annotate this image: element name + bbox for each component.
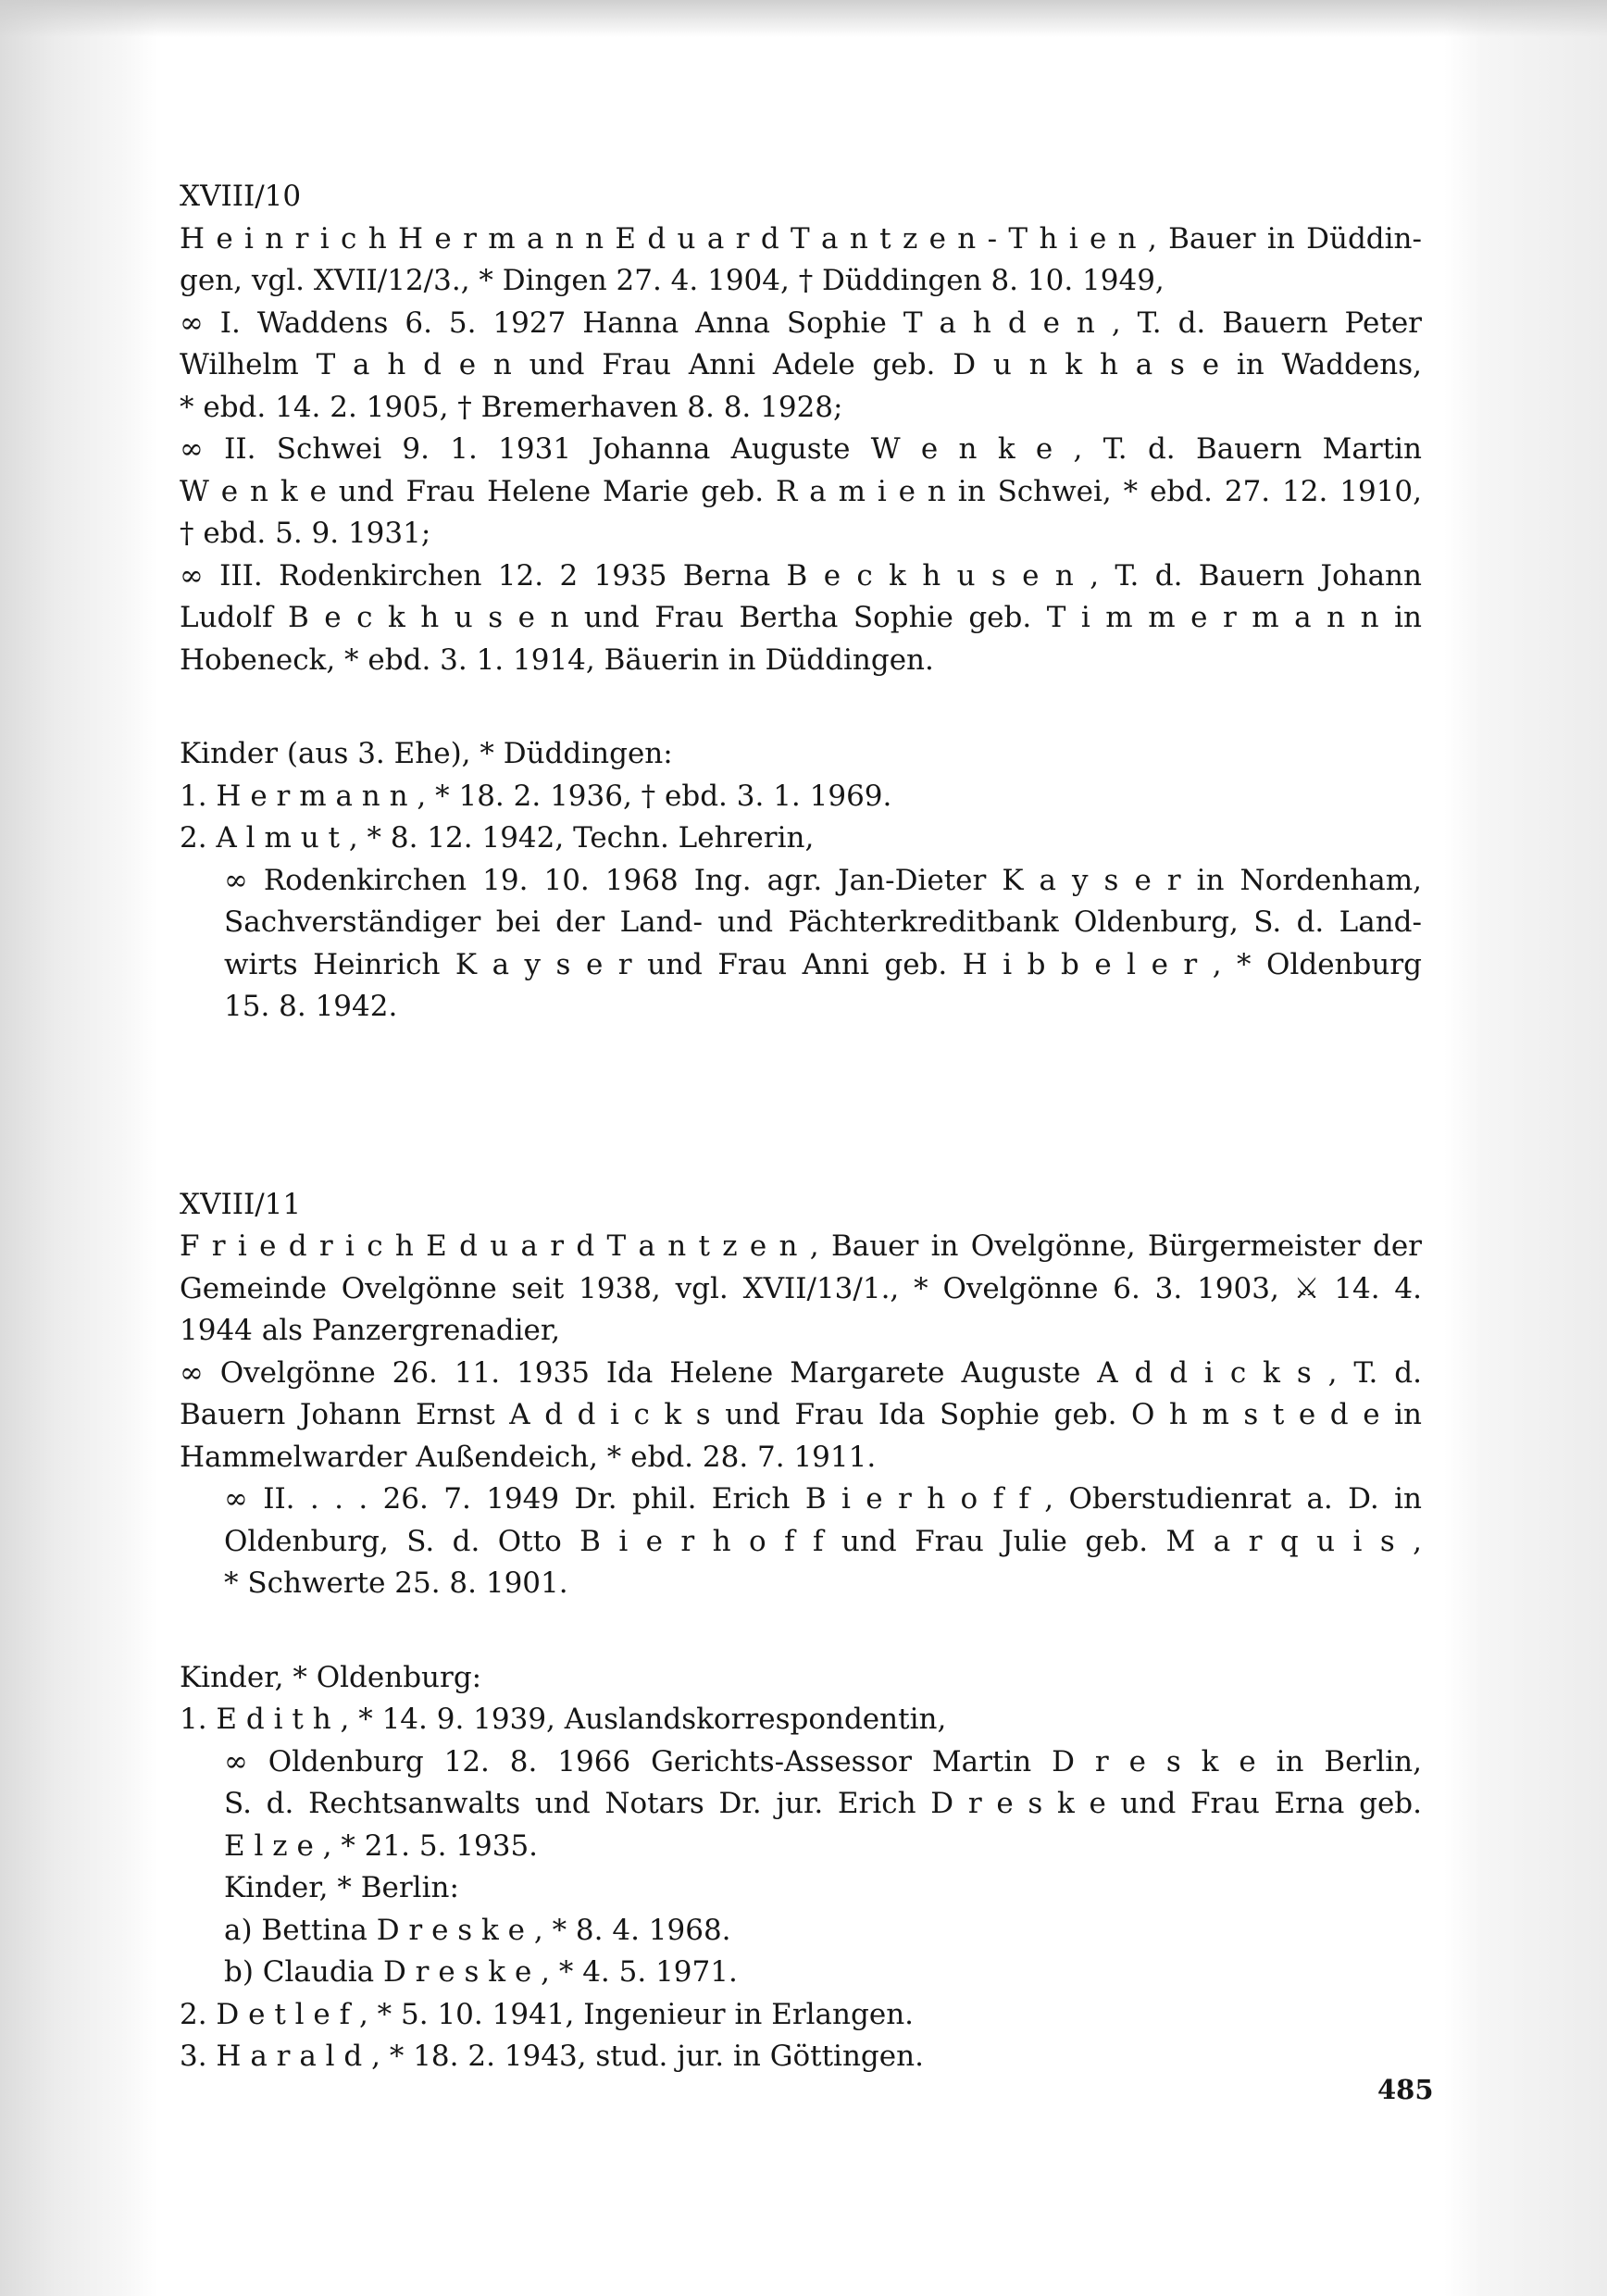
- bio-line: ∞ I. Waddens 6. 5. 1927 Hanna Anna Sophie T a h d e n , T. d. Bauern Peter: [180, 306, 1422, 340]
- bio-line: Hobeneck, * ebd. 3. 1. 1914, Bäuerin in Düddingen.: [180, 643, 934, 677]
- bio-line: † ebd. 5. 9. 1931;: [180, 517, 431, 550]
- bio-line: ∞ II. Schwei 9. 1. 1931 Johanna Auguste W e n k e , T. d. Bauern Martin: [180, 432, 1422, 466]
- page-content: [180, 176, 1422, 2078]
- child-line: 2. A l m u t , * 8. 12. 1942, Techn. Lehrerin,: [180, 821, 815, 855]
- bio-line: ∞ Ovelgönne 26. 11. 1935 Ida Helene Margarete Auguste A d d i c k s , T. d.: [180, 1355, 1422, 1390]
- entry-heading: XVIII/11: [180, 1187, 302, 1221]
- child-line: S. d. Rechtsanwalts und Notars Dr. jur. Erich D r e s k e und Frau Erna geb.: [224, 1787, 1422, 1820]
- bio-line: Oldenburg, S. d. Otto B i e r h o f f und Frau Julie geb. M a r q u i s ,: [224, 1524, 1422, 1558]
- children-heading: Kinder, * Oldenburg:: [180, 1660, 482, 1694]
- bio-line: Gemeinde Ovelgönne seit 1938, vgl. XVII/13/1., * Ovelgönne 6. 3. 1903, ⚔ 14. 4.: [180, 1271, 1422, 1305]
- child-line: 1. E d i t h , * 14. 9. 1939, Auslandskorrespondentin,: [180, 1703, 947, 1736]
- bio-line: ∞ II. . . . 26. 7. 1949 Dr. phil. Erich B i e r h o f f , Oberstudienrat a. D. in: [224, 1482, 1422, 1516]
- child-line: 2. D e t l e f , * 5. 10. 1941, Ingenieur in Erlangen.: [180, 1997, 915, 2031]
- bio-line: ∞ III. Rodenkirchen 12. 2 1935 Berna B e c k h u s e n , T. d. Bauern Johann: [180, 558, 1422, 593]
- bio-line: Hammelwarder Außendeich, * ebd. 28. 7. 1911.: [180, 1440, 877, 1474]
- bio-line: * Schwerte 25. 8. 1901.: [224, 1566, 568, 1600]
- child-line: 3. H a r a l d , * 18. 2. 1943, stud. jur. in Göttingen.: [180, 2040, 924, 2073]
- scan-shadow: [0, 0, 1607, 37]
- children-heading: Kinder (aus 3. Ehe), * Düddingen:: [180, 737, 673, 770]
- bio-line: W e n k e und Frau Helene Marie geb. R a m i e n in Schwei, * ebd. 27. 12. 1910,: [180, 474, 1422, 508]
- genealogy-entry: [180, 1184, 1422, 2078]
- bio-line: Bauern Johann Ernst A d d i c k s und Frau Ida Sophie geb. O h m s t e d e in: [180, 1398, 1422, 1431]
- bio-line: H e i n r i c h H e r m a n n E d u a r d T a n t z e n - T h i e n , Bauer in Düddin-: [180, 221, 1422, 256]
- grandchild-line: b) Claudia D r e s k e , * 4. 5. 1971.: [224, 1955, 738, 1989]
- bio-line: Ludolf B e c k h u s e n und Frau Bertha Sophie geb. T i m m e r m a n n in: [180, 601, 1422, 634]
- bio-line: 1944 als Panzergrenadier,: [180, 1314, 561, 1347]
- bio-line: Wilhelm T a h d e n und Frau Anni Adele geb. D u n k h a s e in Waddens,: [180, 348, 1422, 381]
- child-line: 1. H e r m a n n , * 18. 2. 1936, † ebd. 3. 1. 1969.: [180, 779, 892, 813]
- genealogy-entry: [180, 176, 1422, 1029]
- bio-line: gen, vgl. XVII/12/3., * Dingen 27. 4. 1904, † Düddingen 8. 10. 1949,: [180, 264, 1165, 297]
- child-line: Sachverständiger bei der Land- und Pächterkreditbank Oldenburg, S. d. Land-: [224, 905, 1422, 939]
- entry-heading: XVIII/10: [180, 180, 302, 213]
- bio-line: * ebd. 14. 2. 1905, † Bremerhaven 8. 8. 1928;: [180, 390, 843, 424]
- child-line: ∞ Rodenkirchen 19. 10. 1968 Ing. agr. Jan-Dieter K a y s e r in Nordenham,: [224, 863, 1422, 897]
- page-number: 485: [1377, 2074, 1434, 2105]
- grandchild-line: a) Bettina D r e s k e , * 8. 4. 1968.: [224, 1913, 731, 1947]
- child-line: ∞ Oldenburg 12. 8. 1966 Gerichts-Assessor Martin D r e s k e in Berlin,: [224, 1744, 1422, 1778]
- grandchildren-heading: Kinder, * Berlin:: [224, 1871, 459, 1904]
- child-line: E l z e , * 21. 5. 1935.: [224, 1828, 539, 1863]
- child-line: wirts Heinrich K a y s e r und Frau Anni geb. H i b b e l e r , * Oldenburg: [224, 947, 1422, 981]
- child-line: 15. 8. 1942.: [224, 990, 398, 1023]
- bio-line: F r i e d r i c h E d u a r d T a n t z e n , Bauer in Ovelgönne, Bürgermeister der: [180, 1229, 1422, 1263]
